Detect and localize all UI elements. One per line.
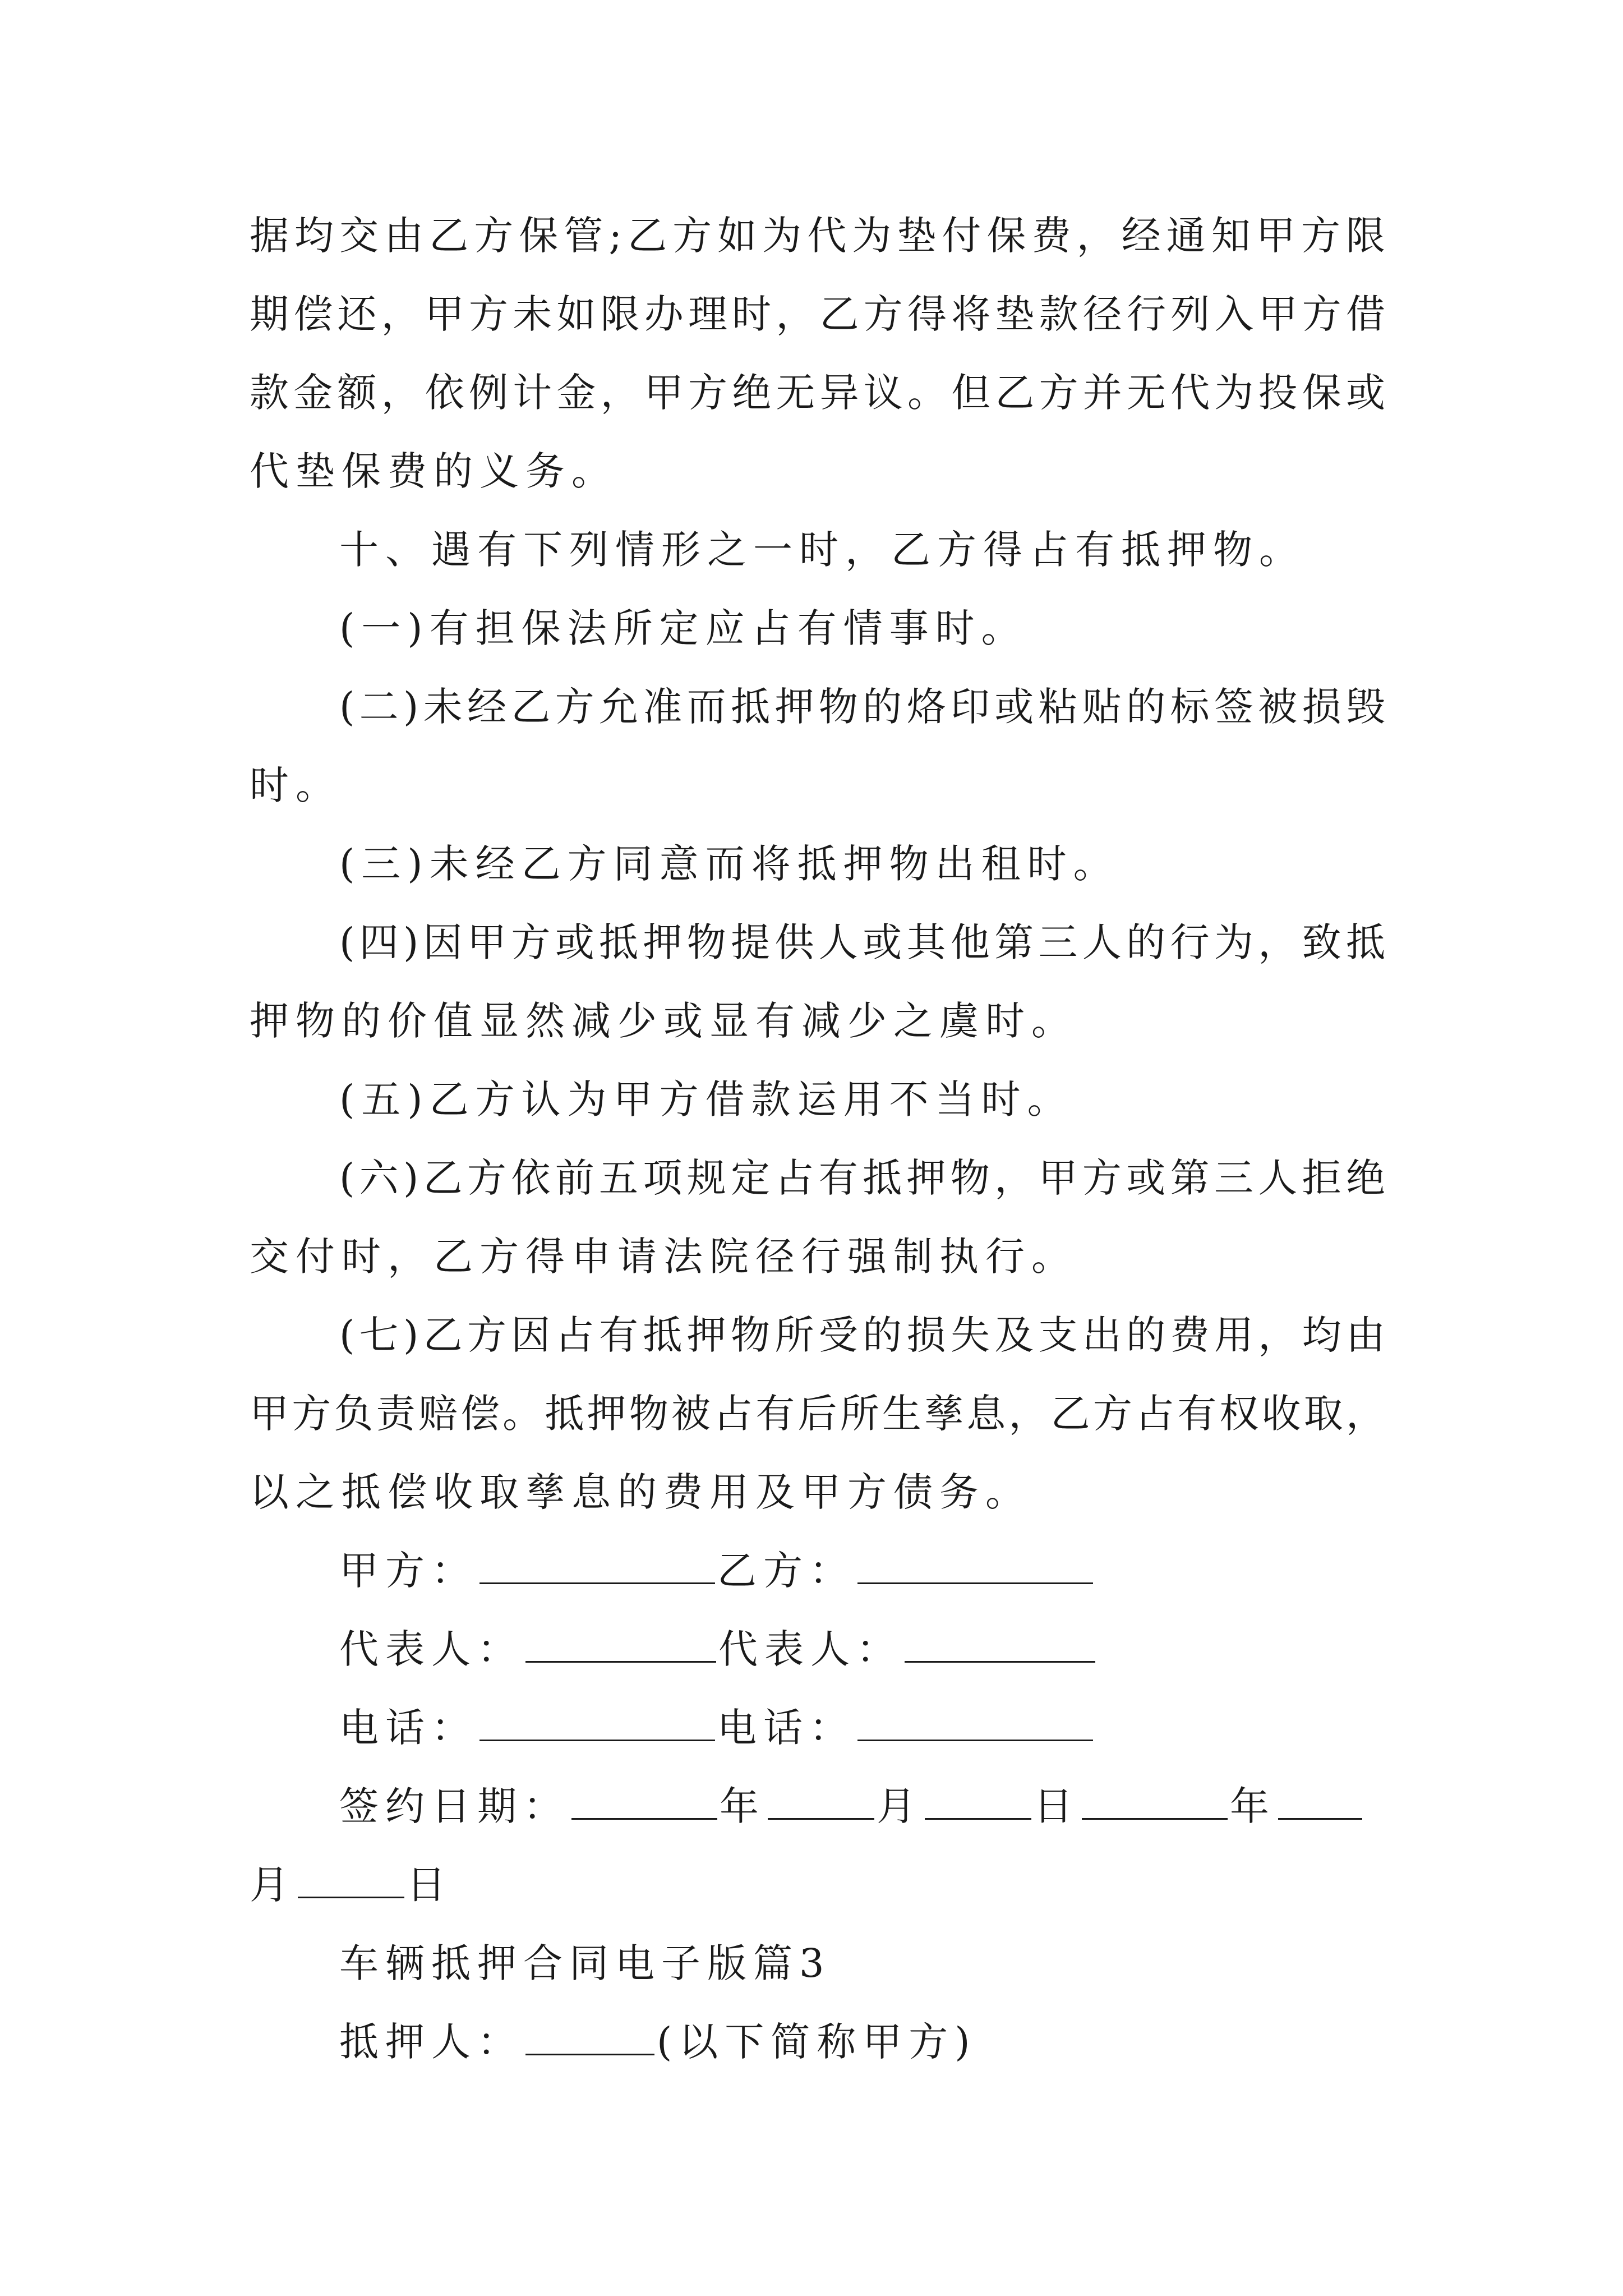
mortgagor-suffix: (以下简称甲方) xyxy=(657,2019,977,2065)
signing-date-row-cont xyxy=(250,1858,1385,1912)
day-a-blank[interactable] xyxy=(925,1783,1031,1820)
clause-heading: 十、遇有下列情形之一时，乙方得占有抵押物。 xyxy=(339,527,1305,573)
signature-party-row xyxy=(339,1544,1385,1598)
day-b-blank[interactable] xyxy=(298,1862,404,1898)
rep-a-label: 代表人： xyxy=(339,1626,523,1672)
clause-item: (六)乙方依前五项规定占有抵押物，甲方或第三人拒绝 xyxy=(339,1155,1385,1201)
clause-item: (三)未经乙方同意而将抵押物出租时。 xyxy=(339,841,1119,887)
paragraph-line: 据均交由乙方保管;乙方如为代为垫付保费，经通知甲方限 xyxy=(250,213,1385,259)
rep-b-label: 代表人： xyxy=(718,1626,902,1672)
clause-item: (四)因甲方或抵押物提供人或其他第三人的行为，致抵 xyxy=(339,919,1385,965)
date-label: 签约日期： xyxy=(339,1783,569,1829)
paragraph-line: 押物的价值显然减少或显有减少之虞时。 xyxy=(250,998,1077,1044)
paragraph-line: 甲方负责赔偿。抵押物被占有后所生孳息，乙方占有权收取， xyxy=(250,1391,1385,1437)
phone-b-label: 电话： xyxy=(717,1705,855,1751)
month-b-blank-start[interactable] xyxy=(1278,1783,1362,1820)
phone-a-label: 电话： xyxy=(339,1705,477,1751)
month-a-blank[interactable] xyxy=(768,1783,874,1820)
paragraph-line: 交付时，乙方得申请法院径行强制执行。 xyxy=(250,1234,1077,1280)
month-label: 月 xyxy=(250,1862,296,1908)
phone-b-blank[interactable] xyxy=(857,1705,1093,1741)
signing-date-row xyxy=(339,1779,1385,1833)
party-a-label: 甲方： xyxy=(339,1548,477,1594)
signature-phone-row xyxy=(339,1701,1385,1755)
paragraph-line: 期偿还，甲方未如限办理时，乙方得将垫款径行列入甲方借 xyxy=(250,291,1385,337)
party-b-label: 乙方： xyxy=(717,1548,855,1594)
paragraph-line: 时。 xyxy=(250,762,342,808)
mortgagor-label: 抵押人： xyxy=(339,2019,523,2065)
party-a-blank[interactable] xyxy=(479,1548,715,1584)
signature-rep-row xyxy=(339,1622,1385,1676)
rep-a-blank[interactable] xyxy=(525,1626,716,1663)
paragraph-line: 款金额，依例计金，甲方绝无异议。但乙方并无代为投保或 xyxy=(250,370,1385,416)
clause-item: (一)有担保法所定应占有情事时。 xyxy=(339,605,1027,651)
year-b-blank[interactable] xyxy=(1082,1783,1228,1820)
phone-a-blank[interactable] xyxy=(479,1705,715,1741)
mortgagor-blank[interactable] xyxy=(525,2019,654,2055)
rep-b-blank[interactable] xyxy=(905,1626,1095,1663)
section-title: 车辆抵押合同电子版篇3 xyxy=(339,1940,831,1986)
year-label: 年 xyxy=(720,1783,766,1829)
clause-item: (五)乙方认为甲方借款运用不当时。 xyxy=(339,1076,1073,1122)
party-b-blank[interactable] xyxy=(857,1548,1093,1584)
month-label: 月 xyxy=(877,1783,923,1829)
paragraph-line: 以之抵偿收取孳息的费用及甲方债务。 xyxy=(250,1469,1031,1515)
paragraph-line: 代垫保费的义务。 xyxy=(250,448,617,494)
day-label: 日 xyxy=(1034,1783,1080,1829)
mortgagor-row xyxy=(339,2015,1385,2069)
year-a-blank[interactable] xyxy=(571,1783,717,1820)
clause-item: (七)乙方因占有抵押物所受的损失及支出的费用，均由 xyxy=(339,1312,1385,1358)
day-label: 日 xyxy=(407,1862,453,1908)
year-label: 年 xyxy=(1230,1783,1276,1829)
clause-item: (二)未经乙方允准而抵押物的烙印或粘贴的标签被损毁 xyxy=(339,684,1385,730)
